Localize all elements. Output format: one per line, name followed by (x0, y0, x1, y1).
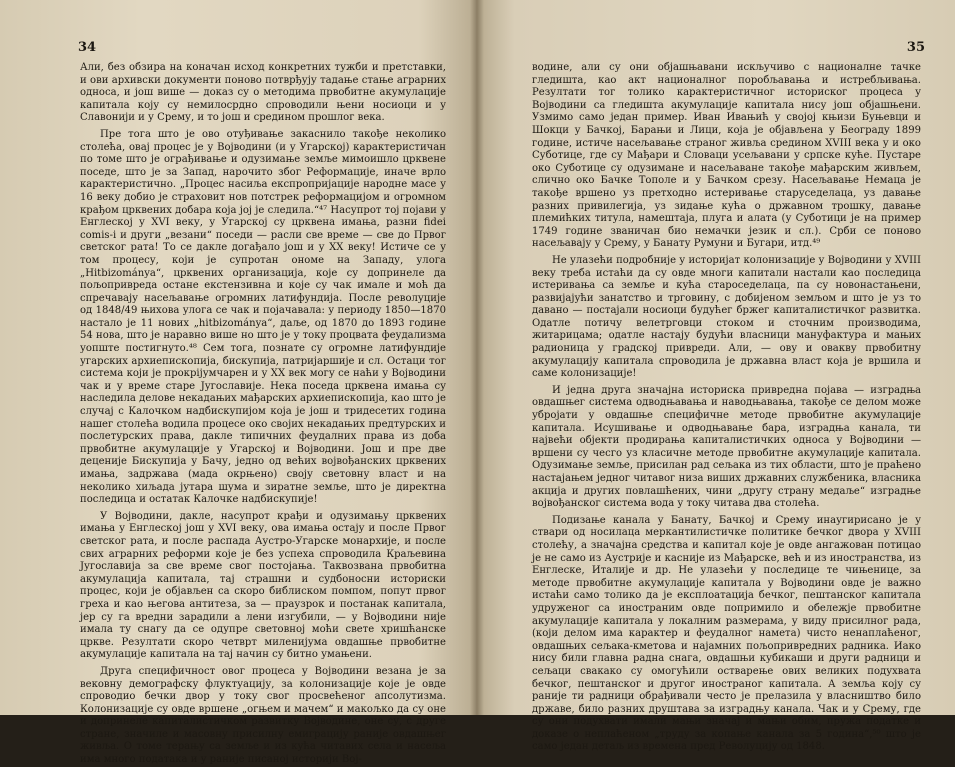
page-number-right: 35 (906, 40, 925, 55)
paragraph: Подизање канала у Банату, Бачкој и Срему инаугирисано је у ствари од носилаца меркантилистичке политике бечког двора у XVIII столећу, а значајна средства и капитал које је овде ангажован потицао је не само из Аустрије и касније из Мађарске, већ и из иностранства, из Енглеске, Италије и др. Не улазећи у последице те чињенице, за методе првобитне акумулације капитала у Војводини овде је важно истаћи само толико да је експлоатација бечког, пештанског капитала удруженог са иностраним овде попримило и обележје првобитне акумулације капитала у локалним размерама, у виду присилног рада, (који делом има карактер и феудалног намета) чисто ненаплаћеног, овдашњих сељака-кметова и најамних пољопривредних радника. Иако нису били главна радна снага, овдашњи кубикаши и други радници и сељаци свакако су омогућили остварење ових великих подухвата бечког, пештанског и другог иностраног капитала. А земља коју су раније ти радници обрађивали често је прелазила у власништво било државе, било разних друштава за изградњу канала. Чак и у Срему, где су они подухвати имали мањи значај и мањи обим, пружа податке и доказе о неплаћеном „труду за копање канала за 5 година“,⁵⁰ што је само један детаљ из времена пред Револуцију од 1848. (532, 514, 921, 753)
right-page-text (532, 62, 921, 754)
paragraph: У Војводини, дакле, насупрот крађи и одузимању црквених имања у Енглеској још у XVI веку, ова имања остају и после Првог светског рата, и после распада Аустро-Угарске монархије, и после свих аграрних реформи које је без успеха спроводила Краљевина Југославија за све време свог постојања. Таквозвана првобитна акумулација капитала, тај страшни и судбоносни историски процес, који је објављен са скоро библиском помпом, попут првог греха и као његова антитеза, за — праузрок и постанак капитала, јер су га вредни зарадили а лени изгубили, — у Војводини није имала ту снагу да се одупре световној моћи свете хришћанске цркве. Резултати скоро четврт миленијума овдашње првобитне акумулације капитала на тај начин су битно умањени. (80, 510, 446, 661)
paragraph: Али, без обзира на коначан исход конкретних тужби и претставки, и ови архивски документи поново потврђују тадање стање аграрних односа, и још више — доказ су о методима првобитне акумулације капитала коју су немилосрдно спроводили њени носиоци и у Славонији и у Срему, и то још и средином прошлог века. (80, 62, 446, 124)
paragraph: И једна друга значајна историска привредна појава — изградња овдашњег система одводњавања и наводњавања, такође се делом може убројати у овдашње специфичне методе првобитне акумулације капитала. Исушивање и одводњавање бара, изградња канала, ти највећи објекти продирања капиталистичких односа у Војводини — вршени су чесго уз класичне методе првобитне акумулације капитала. Одузимање земље, присилан рад сељака из тих области, што је праћено настајањем једног читавог низа виших државних службеника, власника акција и других повлашћених, чини „другу страну медаље“ изградње војвођанског система вода у току читава два столећа. (532, 384, 921, 510)
left-page-text (80, 62, 446, 767)
paragraph: Пре тога што је ово отуђивање закаснило такође неколико столећа, овај процес је у Војводини (и у Угарској) карактеристичан по томе што је ограђивање и одузимање земље мимоишло црквене поседе, што је за Запад, нарочито због Реформације, иначе врло карактеристично. „Процес насиља експропријације народне масе у 16 веку добио је страховит нов потстрек реформацијом и огромном крађом црквених добара која јој је следила.“⁴⁷ Насупрот тој појави у Енглеској у XVI веку, у Угарској су црквена имања, разни fidei comis-i и други „везани“ поседи — расли све време — све до Првог светског рата! То се дакле догађало још и у XX веку! Истиче се у том процесу, који је супротан ономе на Западу, улога „Hitbizományа“, црквених организација, које су допринеле да пољопривреда остане екстензивна и које су чак имале и моћ да спречавају насељавање огромних латифундија. После револуције од 1848/49 њихова улога се чак и појачавала: у периоду 1850—1870 настало је 11 нових „hitbizományа“, даље, од 1870 до 1893 године 54 нова, што је наравно више но што је у току процвата феудализма уопште постигнуто.⁴⁸ Сем тога, познате су огромне латифундије угарских архиепископија, бискупија, патријаршије и сл. Остаци тог система који је прокрijумчарен и у XX век могу се наћи у Војводини чак и у време старе Југославије. Нека поседа црквена имања су наследила деловe некадањих мађарских архиепископија, као што је случај с Калочком надбискупијом која је још и тридесетих година нашег столећа водила процесе око својих некадањих предтурских и послетурских права, дакле типичних феудалних права из доба првобитне акумулације у Угарској и Војводини. Још и пре две деценије Бискупија у Бачу, једно од већих војвођанских црквених имања, задржава (мада окрњено) своју световну власт и на неколико хиљада јутара шума и зиратне земље, што је директна последица и остатак Калочке надбискупије! (80, 128, 446, 506)
right-page (476, 0, 955, 753)
paragraph: Друга специфичност овог процеса у Војводини везана је за вековну демографску флуктуацију, за колонизације које је овде спроводио бечки двор у току свог просвећеног апсолутизма. Колонизације су овде вршене „огњем и мачем“ и макољко да су оне и допринеле капиталистичком развитку Војводине, оне су, с друге стране, значиле и масовну присилну емиграцију раније овдашњег живља. О томе терању са земље и из кућа читавих села и насеља има много података и у раније писаној историји Вој- (80, 665, 446, 766)
paragraph: водине, али су они објашњавани искључиво с националне тачке гледишта, као акт националног поробљавања и истребљивања. Резултати тог толико карактеристичног историског процеса у Војводини са гледишта акумулације капитала нису још објашњени. Узмимо само један пример. Иван Ивањић у својој књизи Буњевци и Шокци у Бачкој, Барањи и Лици, која је објављена у Београду 1899 године, истиче насељавање страног живља средином XVIII века у и око Суботице, где су Мађари и Словаци усељавани у српске куће. Пустаре око Суботице су одузимане и насељаване такође мађарским живљем, слично око Бачке Тополе и у Бачком срезу. Насељавање Немаца је такође вршено уз претходно истеривање старуседелаца, уз давање разних привилегија, уз зидање кућа о државном трошку, давање племићких титула, намештаја, плуга и алата (у Суботици је на пример 1749 године званичан био немачки језик и сл.). Срби се поново насељавају у Срему, у Банату Румуни и Бугари, итд.⁴⁹ (532, 62, 921, 250)
paragraph: Не улазећи подробније у историјат колонизације у Војводини у XVIII веку треба истаћи да су овде многи капитали настали као последица истеривања са земље и кућа староседелаца, па су новонастањени, развијајући занатство и трговину, с добијеном земљом и што је уз то давано — постајали носиоци будућег бржег капиталистичког развитка. Одатле потичу велетрговци стоком и сточним производима, житарицама; одатле настају будући власници мануфактура и мањих радионица у градској привреди. Али, — ову и овакву првобитну акумулацију капитала спроводила је државна власт која је вршила и саме колонизације! (532, 254, 921, 380)
page-number-left: 34 (78, 40, 97, 55)
left-page (0, 0, 476, 766)
